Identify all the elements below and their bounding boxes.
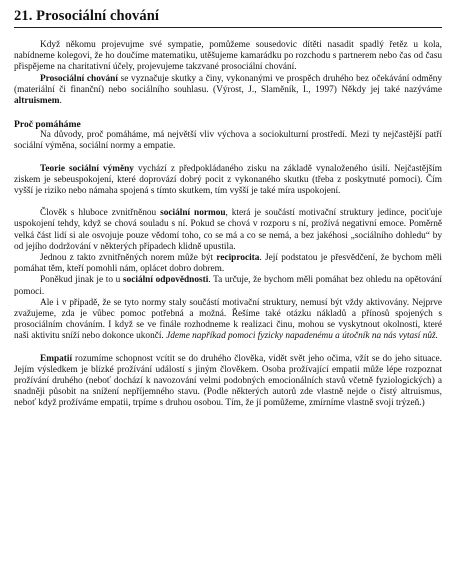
term-reciprocity: reciprocita	[216, 253, 260, 264]
paragraph-social-responsibility: Poněkud jinak je to u sociální odpovědnosti. Ta určuje, že bychom měli pomáhat bez ohledu na opětování pomoci.	[14, 275, 443, 297]
paragraph-empathy: Empatií rozumíme schopnost vcítit se do druhého člověka, vidět svět jeho očima, vžít se do jeho situace. Jejím výsledkem je blízké prožívání událostí s jiným člověkem. Osoba prožívající empatii může lépe rozpoznat prožívání druhého (neboť dochází k navozování velmi podobných emocionálních stavů včetně fyziologických) a snadněji působit na snížení nepříjemného stavu. (Podle některých autorů zde vlastně nejde o čistý altruismus, neboť když prožíváme empatii, trpíme s druhou osobou. Tím, že jí pomůžeme, zmírníme vlastně svoji trýzeň.)	[14, 353, 442, 409]
paragraph-norm-activation: Ale i v případě, že se tyto normy staly součástí motivační struktury, nemusí být vždy aktivovány. Nejprve zvažujeme, zda je vůbec pomoc potřebná a možná. Řešíme také otázku nákladů a přínosů spojených s prosociálním chováním. I když se ve finále rozhodneme k realizaci činu, mohou se vyskytnout okolnosti, které naši aktivitu sníží nebo dokonce ukončí. Jdeme napříkad pomoci fyzicky napadenému a útočník na nás vytasí nůž.	[14, 297, 442, 342]
term-prosocial-behavior: Prosociální chování	[40, 73, 118, 84]
paragraph-definition: Prosociální chování se vyznačuje skutky a činy, vykonanými ve prospěch druhého bez očekávání odměny (materiální či finanční) nebo sociálního souhlasu. (Výrost, J., Slaměník, I., 1997) Někdy jej také nazýváme altruismem.	[14, 73, 443, 107]
example-italic: Jdeme napříkad pomoci fyzicky napadenému a útočník na nás vytasí nůž.	[166, 331, 438, 342]
term-social-exchange: Teorie sociální výměny	[40, 163, 134, 174]
paragraph-reasons: Na důvody, proč pomáháme, má největší vliv výchova a sociokulturní prostředí. Mezi ty nejčastější patří sociální výměna, sociální normy a empatie.	[14, 130, 442, 152]
paragraph-social-norm: Člověk s hluboce zvnitřněnou sociální normou, která je součástí motivační struktury jedince, pociťuje uspokojení tehdy, když se chová souladu s ní. Pokud se chová v rozporu s ní, prožívá negativní emoce. Poměrně velká část lidí si ale osvojuje pouze vědomí toho, co se má a co se nemá, a bez jakéhosi „sociálního dohledu“ by od jejího dodržování v některých případech klidně upustila.	[14, 208, 442, 252]
paragraph-social-exchange: Teorie sociální výměny vychází z předpokládaného zisku na základě vynaloženého úsilí. Nejčastějším ziskem je sebeuspokojení, které doprovází dobrý pocit z vykonaného skutku (třeba z poskytnuté pomoci). Čím vyšší je riziko nebo námaha spojená s tímto skutkem, tím vyšší je také míra uspokojení.	[14, 163, 442, 197]
section-heading: Proč pomáháme	[14, 119, 81, 131]
term-social-responsibility: sociální odpovědnosti	[122, 275, 209, 286]
term-altruism: altruismem	[14, 96, 60, 107]
term-empathy: Empatií	[40, 353, 73, 364]
term-social-norm: sociální normou	[160, 208, 226, 219]
page-title: 21. Prosociální chování	[14, 8, 442, 28]
paragraph-reciprocity: Jednou z takto zvnitřněných norem může být reciprocita. Její podstatou je přesvědčení, že bychom měli pomáhat těm, kteří pomohli nám, oplácet dobro dobrem.	[14, 253, 442, 275]
paragraph-intro: Když někomu projevujme své sympatie, pomůžeme sousedovic dítěti nasadit spadlý řetěz u kola, nabídneme kolegovi, že ho doučíme matematiku, utěšujeme kamarádku po rozchodu s partnerem nebo čas od času přispějeme na charitativní účely, projevujeme takzvané prosociální chování.	[14, 40, 442, 73]
